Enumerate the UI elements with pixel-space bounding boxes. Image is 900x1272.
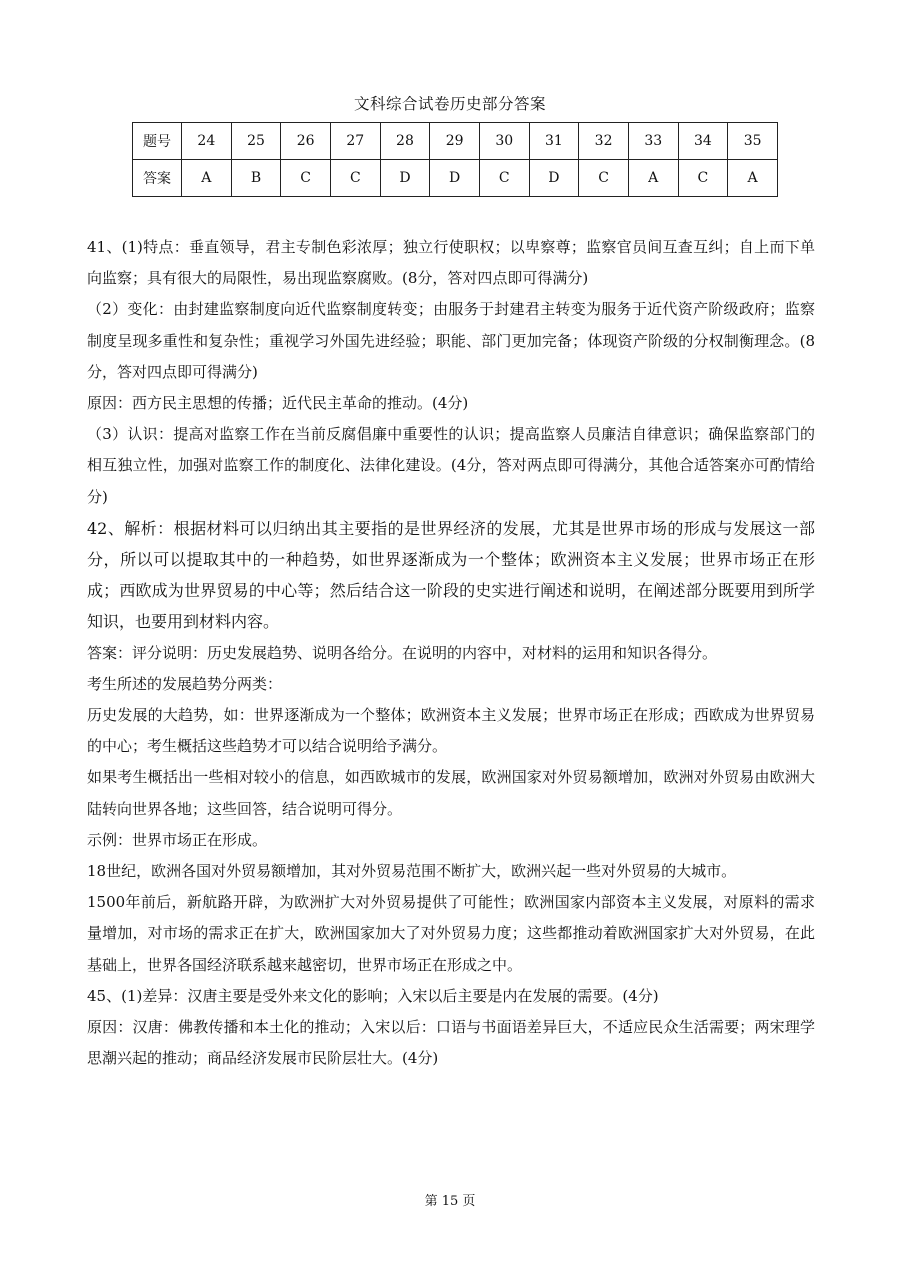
answer-table	[132, 122, 778, 197]
answer-row	[133, 160, 778, 197]
question-number-cell: 29	[430, 123, 480, 160]
question-number-cell: 34	[678, 123, 728, 160]
paragraph-q41-1: 41、(1)特点：垂直领导，君主专制色彩浓厚；独立行使职权；以卑察尊；监察官员间互查互纠；自上而下单向监察；具有很大的局限性，易出现监察腐败。(8分，答对四点即可得满分)	[87, 238, 815, 288]
answer-cell: A	[728, 160, 778, 197]
answer-cell: C	[281, 160, 331, 197]
question-number-cell: 30	[479, 123, 529, 160]
paragraph-q41-2-reason: 原因：西方民主思想的传播；近代民主革命的推动。(4分)	[87, 394, 469, 413]
question-number-cell: 27	[330, 123, 380, 160]
page-number: 第 15 页	[424, 1194, 476, 1209]
answer-cell: D	[380, 160, 430, 197]
answer-cell: D	[430, 160, 480, 197]
question-number-cell: 24	[182, 123, 232, 160]
paragraph-q42-categories: 考生所述的发展趋势分两类：	[87, 674, 283, 693]
answer-cell: C	[678, 160, 728, 197]
answer-cell: B	[231, 160, 281, 197]
answer-cell: A	[182, 160, 232, 197]
paragraph-q42-major-trend: 历史发展的大趋势，如：世界逐渐成为一个整体；欧洲资本主义发展；世界市场正在形成；西欧成为世界贸易的中心；考生概括这些趋势才可以结合说明给予满分。	[87, 706, 815, 756]
paragraph-q42-example: 示例：世界市场正在形成。	[87, 830, 268, 849]
paragraph-q41-3: （3）认识：提高对监察工作在当前反腐倡廉中重要性的认识；提高监察人员廉洁自律意识；确保监察部门的相互独立性，加强对监察工作的制度化、法律化建设。(4分，答对两点即可得满分，其他合适答案亦可酌情给分)	[87, 425, 815, 506]
paragraph-q42-1500: 1500年前后，新航路开辟，为欧洲扩大对外贸易提供了可能性；欧洲国家内部资本主义发展，对原料的需求量增加，对市场的需求正在扩大，欧洲国家加大了对外贸易力度；这些都推动着欧洲国家扩大对外贸易，在此基础上，世界各国经济联系越来越密切，世界市场正在形成之中。	[87, 893, 815, 974]
paragraph-q41-2: （2）变化：由封建监察制度向近代监察制度转变；由服务于封建君主转变为服务于近代资产阶级政府；监察制度呈现多重性和复杂性；重视学习外国先进经验；职能、部门更加完备；体现资产阶级的分权制衡理念。(8分，答对四点即可得满分)	[87, 300, 815, 381]
paragraph-q42-minor-info: 如果考生概括出一些相对较小的信息，如西欧城市的发展，欧洲国家对外贸易额增加，欧洲对外贸易由欧洲大陆转向世界各地；这些回答，结合说明可得分。	[87, 768, 815, 818]
row-label-answer: 答案	[133, 160, 182, 197]
question-number-cell: 25	[231, 123, 281, 160]
paragraph-q42-18th-century: 18世纪，欧洲各国对外贸易额增加，其对外贸易范围不断扩大，欧洲兴起一些对外贸易的大城市。	[87, 862, 737, 881]
question-number-cell: 28	[380, 123, 430, 160]
document-title: 文科综合试卷历史部分答案	[353, 95, 546, 113]
paragraph-q42-analysis: 42、解析：根据材料可以归纳出其主要指的是世界经济的发展，尤其是世界市场的形成与发展这一部分，所以可以提取其中的一种趋势，如世界逐渐成为一个整体；欧洲资本主义发展；世界市场正在形成；西欧成为世界贸易的中心等；然后结合这一阶段的史实进行阐述和说明，在阐述部分既要用到所学知识，也要用到材料内容。	[87, 518, 815, 632]
paragraph-q42-answer: 答案：评分说明：历史发展趋势、说明各给分。在说明的内容中，对材料的运用和知识各得分。	[87, 643, 718, 662]
answer-cell: D	[529, 160, 579, 197]
question-number-cell: 32	[579, 123, 629, 160]
question-number-cell: 35	[728, 123, 778, 160]
answer-cell: C	[479, 160, 529, 197]
answer-cell: C	[330, 160, 380, 197]
row-label-question: 题号	[133, 123, 182, 160]
question-number-row	[133, 123, 778, 160]
answer-cell: A	[628, 160, 678, 197]
paragraph-q45-1-reason: 原因：汉唐：佛教传播和本土化的推动；入宋以后：口语与书面语差异巨大，不适应民众生活需要；两宋理学思潮兴起的推动；商品经济发展市民阶层壮大。(4分)	[87, 1018, 815, 1068]
paragraph-q45-1: 45、(1)差异：汉唐主要是受外来文化的影响；入宋以后主要是内在发展的需要。(4分)	[87, 986, 659, 1005]
question-number-cell: 31	[529, 123, 579, 160]
question-number-cell: 33	[628, 123, 678, 160]
answer-body	[87, 232, 815, 1074]
answer-cell: C	[579, 160, 629, 197]
question-number-cell: 26	[281, 123, 331, 160]
